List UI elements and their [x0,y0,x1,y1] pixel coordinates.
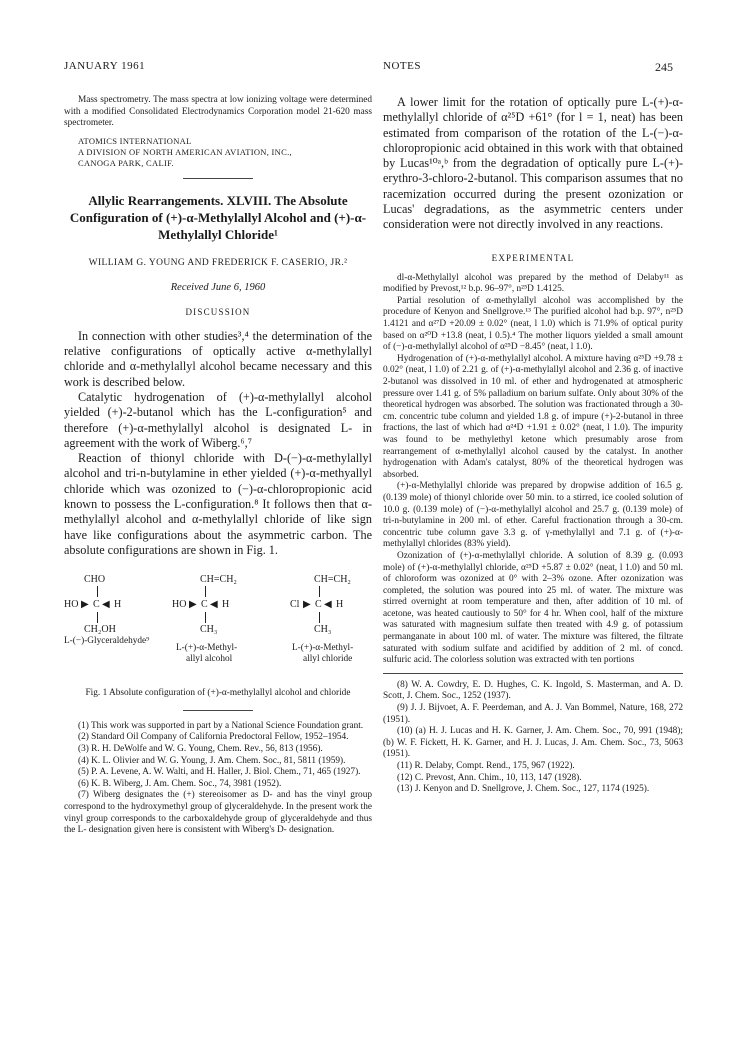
body-paragraph: A lower limit for the rotation of optically pure L-(+)-α-methylallyl chloride of α²⁵D +61° (for l = 1, neat) has been estimated from comparison of the rotation of the L-(−)-α-chloropropionic acid obtained in this work with that obtained by Lucas¹⁰ᵃ,ᵇ from the degradation of optically pure L-(+)-erythro-3-chloro-2-butanol. This comparison assumes that no racemization occurred during the present ozonization or Lucas' degradations, as the asymmetric centers under consideration were not directly involved in any reactions. [383,95,683,232]
footnote: (13) J. Kenyon and D. Snellgrove, J. Chem. Soc., 127, 1174 (1925). [397,784,650,795]
structure-top-group: CH=CH₂ [200,574,237,586]
structure-top-group: CHO [84,574,106,586]
footnote: (5) P. A. Levene, A. W. Walti, and H. Haller, J. Biol. Chem., 71, 465 (1927). [78,767,361,778]
bond-line [97,586,98,597]
article-authors: WILLIAM G. YOUNG AND FREDERICK F. CASERIO, JR.² [88,257,348,268]
bond-line [205,586,206,597]
footnote: (3) R. H. DeWolfe and W. G. Young, Chem. Rev., 56, 813 (1956). [78,744,323,755]
structure-left-group: Cl [290,599,300,611]
section-heading-experimental: EXPERIMENTAL [491,252,575,263]
wedge-icon: ▶ [81,599,89,611]
experimental-paragraph: Ozonization of (+)-α-methylallyl chloride. A solution of 8.39 g. (0.093 mole) of (+)-α-methylallyl chloride, α²⁵D +5.87 ± 0.02° (neat, l 1.0) and 50 ml. of chloroform was ozonized at 0° with 2–3% ozone. After ozonization was completed, the solution was poured into 25 ml. of water. The mixture was stirred overnight at room temperature and then, after addition of 10 ml. of acetone, was heated cautiously to 50° for 4 hr. When cool, half of the mixture was saturated with magnesium sulfate then treated with 4.9 g. of potassium permanganate in about 100 ml. of water. The mixture was filtered, the filtrate saturated with sodium sulfate and acidified by addition of 2 ml. of concd. sulfuric acid. The colorless solution was extracted with ten portions [383,550,683,666]
page-number: 245 [655,60,673,74]
footnote: (11) R. Delaby, Compt. Rend., 175, 967 (1922). [397,761,575,772]
figure-1 [64,572,372,686]
affiliation-line: CANOGA PARK, CALIF. [78,157,174,168]
article-title: Allylic Rearrangements. XLVIII. The Absolute Configuration of (+)-α-Methylallyl Alcohol and (+)-α-Methylallyl Chloride¹ [69,192,367,242]
bond-line [319,612,320,623]
footnote: (4) K. L. Olivier and W. G. Young, J. Am. Chem. Soc., 81, 5811 (1959). [78,755,346,766]
footnote: (10) (a) H. J. Lucas and H. K. Garner, J. Am. Chem. Soc., 70, 991 (1948); (b) W. F. Fickett, H. K. Garner, and H. J. Lucas, J. Am. Chem. Soc., 73, 5063 (1951). [383,726,683,760]
divider [183,710,253,711]
structure-bottom-group: CH₃ [200,624,218,636]
structure-label: allyl chloride [303,654,353,665]
structure-bottom-group: CH₃ [314,624,332,636]
body-paragraph: In connection with other studies³,⁴ the determination of the relative configurations of optically active α-methylallyl chloride and α-methylallyl alcohol became necessary and this work is described below. [64,328,372,389]
structure-label: allyl alcohol [186,654,233,665]
wedge-icon: ▶ [189,599,197,611]
experimental-paragraph: Hydrogenation of (+)-α-methylallyl alcohol. A mixture having α²⁵D +9.78 ± 0.02° (neat, l 1.0) of 2.21 g. of (+)-α-methylallyl alcohol and 2.36 g. of inactive 2-butanol was dissolved in 10 ml. of ether and hydrogenated at atmospheric pressure over 1.41 g. of 5% palladium on barium sulfate. Only about 30% of the theoretical hydrogen was absorbed. The solution was fractionated through a 30-cm. concentric tube column and yielded 1.8 g. of impure (+)-2-butanol in three fractions, the last of which had α²⁴D +1.91 ± 0.02° (neat, l 1.0). The impurity was found to be methylethyl ketone which presumably arose from rearrangement of α-methylallyl alcohol caused by the catalyst. In another hydrogenation with Adam's catalyst, 80% of the theoretical hydrogen was absorbed. [383,353,683,480]
left-column [64,95,372,837]
right-column [383,95,683,796]
structure-label: L-(+)-α-Methyl- [176,643,238,654]
body-paragraph: Catalytic hydrogenation of (+)-α-methylallyl alcohol yielded (+)-2-butanol which has the L-configuration⁵ and therefore (+)-α-methylallyl alcohol is designated L- in agreement with the work of Wiberg.⁶,⁷ [64,389,372,450]
footnote: (12) C. Prevost, Ann. Chim., 10, 113, 147 (1928). [397,772,582,783]
structure-left-group: HO [172,599,187,611]
wedge-icon: ◀ [210,599,218,611]
footnote: (7) Wiberg designates the (+) stereoisomer as D- and has the vinyl group correspond to the hydroxymethyl group of glyceraldehyde. In the present work the vinyl group corresponds to the carboxaldehyde group of glyceraldehyde and thus the L- designation given here is consistent with Wiberg's D- designation. [64,790,372,836]
affiliation-line: ATOMICS INTERNATIONAL [78,135,192,146]
received-date: Received June 6, 1960 [170,281,266,293]
mass-spec-paragraph: Mass spectrometry. The mass spectra at low ionizing voltage were determined with a modified Consolidated Electrodynamics Corporation model 21-620 mass spectrometer. [64,95,372,129]
structure-center-atom: C [93,599,100,611]
affiliation-line: A DIVISION OF NORTH AMERICAN AVIATION, INC., [78,146,292,157]
structure-right-group: H [222,599,230,611]
wedge-icon: ◀ [324,599,332,611]
footnote: (6) K. B. Wiberg, J. Am. Chem. Soc., 74, 3981 (1952). [78,778,282,789]
structure-bottom-group: CH₂OH [84,624,116,636]
bond-line [97,612,98,623]
running-head-date: JANUARY 1961 [64,60,146,72]
footnote: (9) J. J. Bijvoet, A. F. Peerdeman, and A. J. Van Bommel, Nature, 168, 272 (1951). [383,703,683,725]
wedge-icon: ▶ [303,599,311,611]
structure-top-group: CH=CH₂ [314,574,351,586]
footnote-divider [383,673,683,674]
structure-right-group: H [114,599,122,611]
experimental-paragraph: Partial resolution of α-methylallyl alcohol was accomplished by the procedure of Kenyon and Snellgrove.¹³ The purified alcohol had b.p. 97°, n²⁵D 1.4121 and α²⁷D +20.09 ± 0.02° (neat, l 1.0) which is 71.9% of optical purity based on α²⁰D +13.8 (neat, l 0.5).⁴ The mother liquors yielded a small amount of (−)-α-methylallyl alcohol of α²⁵D −8.45° (neat, l 1.0). [383,295,683,353]
footnote: (2) Standard Oil Company of California Predoctoral Fellow, 1952–1954. [78,732,349,743]
structure-label: L-(+)-α-Methyl- [292,643,354,654]
affiliation [78,136,372,169]
structure-label: L-(−)-Glyceraldehyde⁹ [64,636,150,647]
structure-right-group: H [336,599,344,611]
bond-line [319,586,320,597]
divider [183,178,253,179]
structure-center-atom: C [315,599,322,611]
footnote: (8) W. A. Cowdry, E. D. Hughes, C. K. Ingold, S. Masterman, and A. D. Scott, J. Chem. Soc., 1252 (1937). [383,679,683,702]
figure-caption: Fig. 1 Absolute configuration of (+)-α-methylallyl alcohol and chloride [85,688,351,699]
structure-center-atom: C [201,599,208,611]
body-paragraph: Reaction of thionyl chloride with D-(−)-α-methylallyl alcohol and tri-n-butylamine in ether yielded (+)-α-methyallyl chloride which was ozonized to (−)-α-chloropropionic acid known to possess the L-configuration.⁸ It follows then that α-methylallyl alcohol and α-methylallyl chloride of like sign have like configurations about the asymmetric carbon. The absolute configurations are shown in Fig. 1. [64,451,372,557]
experimental-paragraph: (+)-α-Methylallyl chloride was prepared by dropwise addition of 16.5 g. (0.139 mole) of thionyl chloride over 50 min. to a stirred, ice cooled solution of 10.0 g. (0.139 mole) of (−)-α-methylallyl alcohol and 25.7 g. (0.139 mole) of tri-n-butylamine in 200 ml. of ether. Careful fractionation through a 30-cm. concentric tube column gave 3.3 g. of γ-methylallyl and 7.1 g. of (+)-α-methylallyl chlorides (83% yield). [383,481,683,550]
section-heading-discussion: DISCUSSION [185,306,251,317]
running-head-section: NOTES [383,60,421,72]
footnote: (1) This work was supported in part by a National Science Foundation grant. [78,720,364,731]
structure-left-group: HO [64,599,79,611]
experimental-paragraph: dl-α-Methylallyl alcohol was prepared by the method of Delaby¹¹ as modified by Prevost,¹² b.p. 96–97°, n²⁵D 1.4125. [383,272,683,295]
bond-line [205,612,206,623]
wedge-icon: ◀ [102,599,110,611]
